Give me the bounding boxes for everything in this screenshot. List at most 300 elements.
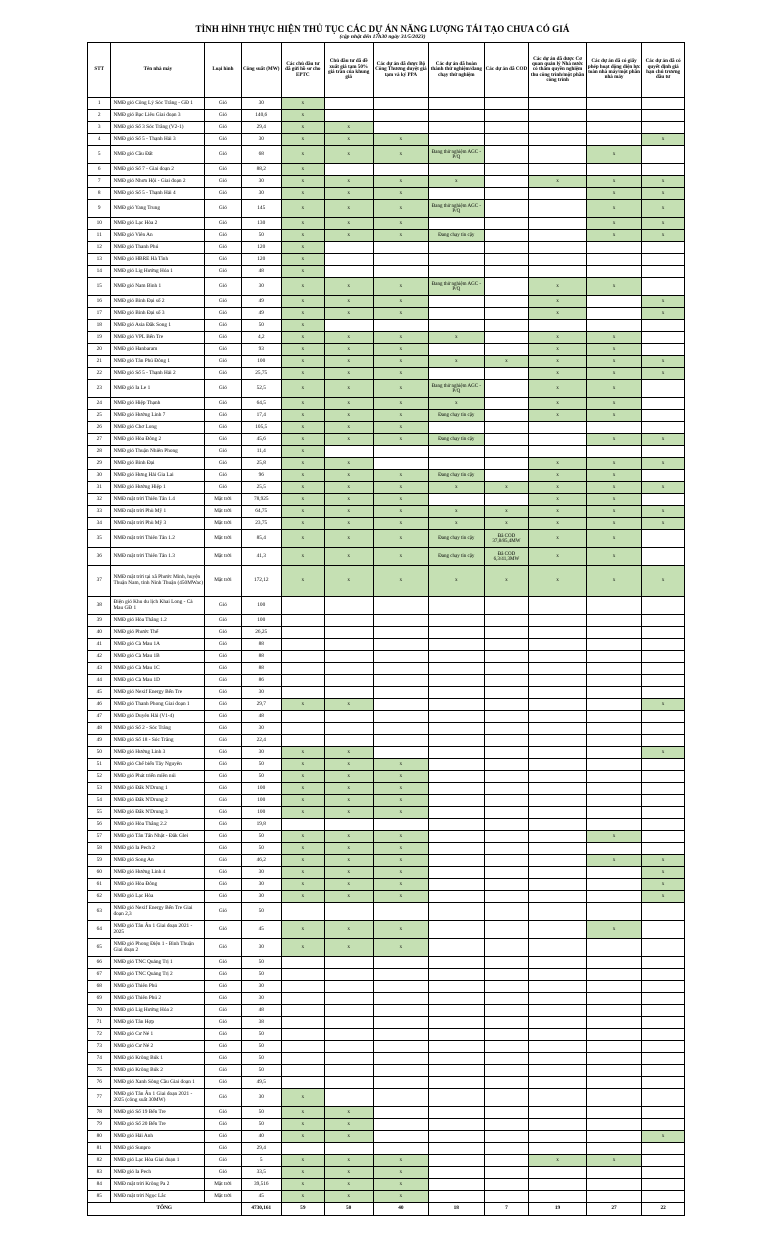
status-cell — [642, 254, 685, 266]
stt-cell: 71 — [88, 1017, 111, 1029]
status-cell: x — [529, 518, 587, 530]
status-cell — [484, 1107, 529, 1119]
status-cell: x — [324, 176, 373, 188]
table-row — [88, 921, 685, 939]
status-cell — [529, 663, 587, 675]
status-cell — [642, 1029, 685, 1041]
status-cell: x — [586, 831, 641, 843]
status-cell: x — [373, 398, 428, 410]
plant-name-cell: NMĐ gió Phát triển miền núi — [111, 771, 205, 783]
status-cell — [529, 993, 587, 1005]
total-c7: 27 — [586, 1203, 641, 1216]
status-cell — [373, 1029, 428, 1041]
status-cell — [373, 993, 428, 1005]
status-cell — [373, 1131, 428, 1143]
type-cell: Gió — [205, 122, 241, 134]
plant-name-cell: NMĐ gió Hướng Linh 4 — [111, 867, 205, 879]
status-cell: x — [373, 1191, 428, 1203]
status-cell: x — [324, 699, 373, 711]
status-cell — [529, 687, 587, 699]
type-cell: Gió — [205, 368, 241, 380]
header-cod: Các dự án đã COD — [484, 43, 529, 98]
status-cell — [429, 639, 484, 651]
stt-cell: 73 — [88, 1041, 111, 1053]
stt-cell: 41 — [88, 639, 111, 651]
table-row — [88, 446, 685, 458]
status-cell: x — [324, 747, 373, 759]
table-row — [88, 819, 685, 831]
status-cell — [529, 146, 587, 164]
status-cell: x — [642, 458, 685, 470]
plant-name-cell: NMĐ gió Hưng Hải Gia Lai — [111, 470, 205, 482]
status-cell — [429, 266, 484, 278]
stt-cell: 72 — [88, 1029, 111, 1041]
status-cell: x — [324, 518, 373, 530]
status-cell — [429, 711, 484, 723]
plant-name-cell: NMĐ gió Số 7 - Giai đoạn 2 — [111, 164, 205, 176]
status-cell: x — [529, 380, 587, 398]
plant-name-cell: NMĐ gió Hòa Thắng 1.2 — [111, 615, 205, 627]
type-cell: Gió — [205, 380, 241, 398]
table-row — [88, 639, 685, 651]
status-cell — [429, 783, 484, 795]
status-cell: x — [373, 1179, 428, 1191]
type-cell: Gió — [205, 819, 241, 831]
status-cell — [429, 188, 484, 200]
status-cell: x — [484, 518, 529, 530]
plant-name-cell: NMĐ gió Nexif Energy Bến Tre Giai đoạn 2,3 — [111, 903, 205, 921]
status-cell: x — [282, 356, 325, 368]
stt-cell: 19 — [88, 332, 111, 344]
status-cell: x — [642, 518, 685, 530]
status-cell — [429, 458, 484, 470]
status-cell — [586, 1017, 641, 1029]
capacity-cell: 50 — [241, 759, 282, 771]
plant-name-cell: NMĐ gió Lig Hướng Hóa 1 — [111, 266, 205, 278]
table-row — [88, 1191, 685, 1203]
capacity-cell: 86 — [241, 675, 282, 687]
status-cell — [484, 458, 529, 470]
stt-cell: 55 — [88, 807, 111, 819]
status-cell: x — [373, 783, 428, 795]
stt-cell: 70 — [88, 1005, 111, 1017]
status-cell: x — [373, 843, 428, 855]
table-row — [88, 242, 685, 254]
status-cell — [429, 1155, 484, 1167]
status-cell — [373, 663, 428, 675]
status-cell: x — [373, 855, 428, 867]
status-cell — [324, 735, 373, 747]
total-c3: 40 — [373, 1203, 428, 1216]
capacity-cell: 29,7 — [241, 699, 282, 711]
header-name: Tên nhà máy — [111, 43, 205, 98]
table-row — [88, 1155, 685, 1167]
stt-cell: 23 — [88, 380, 111, 398]
table-row — [88, 344, 685, 356]
plant-name-cell: NMĐ gió Cà Mau 1C — [111, 663, 205, 675]
capacity-cell: 30 — [241, 747, 282, 759]
plant-name-cell: NMĐ gió Số 5 - Thạnh Hải 4 — [111, 188, 205, 200]
table-row — [88, 831, 685, 843]
status-cell: Đang chạy tin cậy — [429, 470, 484, 482]
capacity-cell: 120 — [241, 242, 282, 254]
status-cell — [529, 122, 587, 134]
type-cell: Gió — [205, 771, 241, 783]
status-cell — [642, 1053, 685, 1065]
status-cell — [282, 675, 325, 687]
plant-name-cell: NMĐ mặt trời Thiên Tân 1.2 — [111, 530, 205, 548]
header-acceptance: Các dự án đã được Cơ quan quản lý Nhà nước có thẩm quyền nghiệm thu công trình/một phần công trình — [529, 43, 587, 98]
status-cell — [586, 446, 641, 458]
capacity-cell: 30 — [241, 939, 282, 957]
table-row — [88, 891, 685, 903]
status-cell — [529, 1053, 587, 1065]
table-row — [88, 969, 685, 981]
type-cell: Gió — [205, 332, 241, 344]
capacity-cell: 30 — [241, 176, 282, 188]
type-cell: Mặt trời — [205, 548, 241, 566]
table-row — [88, 1053, 685, 1065]
status-cell: x — [429, 482, 484, 494]
status-cell — [642, 687, 685, 699]
plant-name-cell: NMĐ gió Ia Pech 2 — [111, 843, 205, 855]
type-cell: Mặt trời — [205, 518, 241, 530]
status-cell — [529, 921, 587, 939]
status-cell — [429, 981, 484, 993]
status-cell — [429, 723, 484, 735]
status-cell: x — [642, 308, 685, 320]
stt-cell: 37 — [88, 566, 111, 597]
type-cell: Gió — [205, 1005, 241, 1017]
status-cell — [324, 1065, 373, 1077]
status-cell — [324, 711, 373, 723]
table-row — [88, 470, 685, 482]
type-cell: Gió — [205, 296, 241, 308]
status-cell — [642, 422, 685, 434]
status-cell: x — [429, 518, 484, 530]
type-cell: Gió — [205, 278, 241, 296]
status-cell — [586, 1053, 641, 1065]
status-cell — [642, 446, 685, 458]
status-cell — [373, 98, 428, 110]
status-cell — [642, 1041, 685, 1053]
stt-cell: 69 — [88, 993, 111, 1005]
status-cell — [586, 1131, 641, 1143]
status-cell — [586, 164, 641, 176]
status-cell — [529, 1107, 587, 1119]
status-cell — [529, 98, 587, 110]
status-cell — [586, 1179, 641, 1191]
status-cell — [373, 242, 428, 254]
status-cell — [529, 615, 587, 627]
header-row — [88, 43, 685, 98]
status-cell — [484, 122, 529, 134]
capacity-cell: 39,516 — [241, 1179, 282, 1191]
status-cell: x — [324, 1119, 373, 1131]
status-cell: x — [324, 134, 373, 146]
status-cell — [282, 663, 325, 675]
status-cell — [586, 98, 641, 110]
status-cell — [484, 993, 529, 1005]
status-cell — [484, 368, 529, 380]
status-cell: x — [282, 699, 325, 711]
table-row — [88, 146, 685, 164]
stt-cell: 45 — [88, 687, 111, 699]
plant-name-cell: NMĐ gió Cà Mau 1D — [111, 675, 205, 687]
status-cell — [484, 218, 529, 230]
status-cell — [586, 1077, 641, 1089]
status-cell: x — [324, 482, 373, 494]
stt-cell: 5 — [88, 146, 111, 164]
status-cell — [529, 957, 587, 969]
stt-cell: 43 — [88, 663, 111, 675]
plant-name-cell: NMĐ gió Yang Trung — [111, 200, 205, 218]
status-cell — [484, 1155, 529, 1167]
plant-name-cell: NMĐ gió Thuận Nhiên Phong — [111, 446, 205, 458]
type-cell: Gió — [205, 867, 241, 879]
status-cell — [324, 651, 373, 663]
header-proposed-price: Chủ đầu tư đã đề xuất giá tạm 50% giá trần của khung giá — [324, 43, 373, 98]
status-cell — [484, 771, 529, 783]
status-cell: x — [324, 308, 373, 320]
status-cell — [484, 855, 529, 867]
status-cell — [529, 1017, 587, 1029]
status-cell: x — [324, 506, 373, 518]
status-cell: x — [373, 188, 428, 200]
type-cell: Gió — [205, 218, 241, 230]
status-cell: x — [282, 434, 325, 446]
projects-table — [87, 42, 685, 1216]
total-c1: 59 — [282, 1203, 325, 1216]
status-cell — [484, 344, 529, 356]
stt-cell: 49 — [88, 735, 111, 747]
stt-cell: 3 — [88, 122, 111, 134]
type-cell: Gió — [205, 855, 241, 867]
status-cell: x — [586, 230, 641, 242]
stt-cell: 57 — [88, 831, 111, 843]
status-cell — [529, 242, 587, 254]
stt-cell: 31 — [88, 482, 111, 494]
type-cell: Gió — [205, 663, 241, 675]
stt-cell: 18 — [88, 320, 111, 332]
status-cell — [642, 807, 685, 819]
stt-cell: 2 — [88, 110, 111, 122]
status-cell — [282, 1077, 325, 1089]
status-cell: x — [529, 176, 587, 188]
status-cell: x — [373, 530, 428, 548]
plant-name-cell: NMĐ gió Tân Tấn Nhật - Đăk Glei — [111, 831, 205, 843]
status-cell — [484, 747, 529, 759]
capacity-cell: 30 — [241, 98, 282, 110]
plant-name-cell: NMĐ gió Tân Hợp — [111, 1017, 205, 1029]
type-cell: Gió — [205, 422, 241, 434]
table-row — [88, 434, 685, 446]
type-cell: Gió — [205, 627, 241, 639]
status-cell: x — [529, 530, 587, 548]
status-cell: x — [282, 1155, 325, 1167]
capacity-cell: 88 — [241, 639, 282, 651]
status-cell — [324, 242, 373, 254]
status-cell — [373, 687, 428, 699]
status-cell — [429, 1119, 484, 1131]
type-cell: Gió — [205, 615, 241, 627]
table-row — [88, 218, 685, 230]
stt-cell: 67 — [88, 969, 111, 981]
status-cell: x — [282, 759, 325, 771]
status-cell — [429, 747, 484, 759]
status-cell — [586, 879, 641, 891]
status-cell — [484, 1167, 529, 1179]
status-cell — [324, 993, 373, 1005]
capacity-cell: 49,5 — [241, 1077, 282, 1089]
status-cell — [484, 1053, 529, 1065]
stt-cell: 25 — [88, 410, 111, 422]
status-cell — [642, 110, 685, 122]
status-cell: x — [282, 548, 325, 566]
plant-name-cell: NMĐ gió Hải Anh — [111, 1131, 205, 1143]
capacity-cell: 30 — [241, 134, 282, 146]
stt-cell: 33 — [88, 506, 111, 518]
plant-name-cell: NMĐ gió Ia Le 1 — [111, 380, 205, 398]
plant-name-cell: NMĐ gió Cà Mau 1B — [111, 651, 205, 663]
capacity-cell: 25,8 — [241, 458, 282, 470]
status-cell: x — [324, 458, 373, 470]
status-cell: x — [282, 1107, 325, 1119]
capacity-cell: 5 — [241, 1155, 282, 1167]
table-row — [88, 1017, 685, 1029]
status-cell — [586, 110, 641, 122]
status-cell — [282, 1053, 325, 1065]
table-row — [88, 254, 685, 266]
status-cell — [373, 110, 428, 122]
status-cell — [529, 1029, 587, 1041]
capacity-cell: 50 — [241, 1107, 282, 1119]
stt-cell: 10 — [88, 218, 111, 230]
capacity-cell: 38 — [241, 1017, 282, 1029]
status-cell: x — [586, 518, 641, 530]
type-cell: Mặt trời — [205, 506, 241, 518]
type-cell: Mặt trời — [205, 1191, 241, 1203]
table-row — [88, 663, 685, 675]
capacity-cell: 46,2 — [241, 855, 282, 867]
status-cell: x — [373, 308, 428, 320]
status-cell: x — [324, 807, 373, 819]
stt-cell: 54 — [88, 795, 111, 807]
status-cell — [324, 597, 373, 615]
table-row — [88, 1131, 685, 1143]
status-cell: x — [373, 434, 428, 446]
status-cell — [484, 1005, 529, 1017]
table-row — [88, 843, 685, 855]
status-cell: x — [373, 795, 428, 807]
status-cell — [529, 1131, 587, 1143]
type-cell: Gió — [205, 200, 241, 218]
type-cell: Gió — [205, 176, 241, 188]
status-cell — [529, 597, 587, 615]
stt-cell: 16 — [88, 296, 111, 308]
table-row — [88, 879, 685, 891]
capacity-cell: 29,4 — [241, 122, 282, 134]
table-row — [88, 164, 685, 176]
status-cell: x — [282, 218, 325, 230]
status-cell: x — [282, 482, 325, 494]
status-cell: x — [373, 494, 428, 506]
stt-cell: 26 — [88, 422, 111, 434]
status-cell — [373, 819, 428, 831]
type-cell: Mặt trời — [205, 566, 241, 597]
status-cell — [324, 446, 373, 458]
status-cell — [373, 675, 428, 687]
status-cell: x — [529, 548, 587, 566]
status-cell — [429, 422, 484, 434]
status-cell: x — [282, 242, 325, 254]
status-cell — [429, 1089, 484, 1107]
status-cell — [429, 98, 484, 110]
status-cell — [484, 687, 529, 699]
status-cell — [484, 1029, 529, 1041]
plant-name-cell: NMĐ gió Thiên Phú 2 — [111, 993, 205, 1005]
status-cell — [642, 344, 685, 356]
plant-name-cell: NMĐ gió TNC Quảng Trị 1 — [111, 957, 205, 969]
status-cell — [586, 771, 641, 783]
type-cell: Gió — [205, 981, 241, 993]
status-cell: x — [586, 921, 641, 939]
status-cell — [429, 134, 484, 146]
status-cell: x — [642, 296, 685, 308]
status-cell — [642, 1107, 685, 1119]
status-cell — [373, 639, 428, 651]
status-cell: x — [529, 566, 587, 597]
capacity-cell: 50 — [241, 230, 282, 242]
status-cell — [586, 759, 641, 771]
capacity-cell: 68 — [241, 146, 282, 164]
table-row — [88, 759, 685, 771]
status-cell: x — [642, 434, 685, 446]
status-cell — [642, 1155, 685, 1167]
status-cell: x — [282, 110, 325, 122]
stt-cell: 39 — [88, 615, 111, 627]
capacity-cell: 50 — [241, 1041, 282, 1053]
status-cell: x — [529, 356, 587, 368]
status-cell — [429, 651, 484, 663]
capacity-cell: 30 — [241, 879, 282, 891]
status-cell — [484, 1143, 529, 1155]
table-row — [88, 1041, 685, 1053]
type-cell: Gió — [205, 969, 241, 981]
status-cell: x — [324, 122, 373, 134]
status-cell: x — [282, 230, 325, 242]
capacity-cell: 50 — [241, 1029, 282, 1041]
capacity-cell: 50 — [241, 1053, 282, 1065]
capacity-cell: 25,75 — [241, 368, 282, 380]
status-cell: x — [373, 332, 428, 344]
type-cell: Gió — [205, 723, 241, 735]
document-subtitle: (cập nhật đến 17h30 ngày 31/5/2023) — [339, 34, 426, 40]
stt-cell: 36 — [88, 548, 111, 566]
stt-cell: 82 — [88, 1155, 111, 1167]
status-cell — [642, 1017, 685, 1029]
status-cell: x — [429, 398, 484, 410]
status-cell — [484, 434, 529, 446]
plant-name-cell: NMĐ gió Song An — [111, 855, 205, 867]
plant-name-cell: NMĐ gió Hiệp Thạnh — [111, 398, 205, 410]
status-cell — [373, 1041, 428, 1053]
plant-name-cell: Điện gió Khu du lịch Khai Long - Cà Mau GĐ 1 — [111, 597, 205, 615]
capacity-cell: 30 — [241, 981, 282, 993]
status-cell: x — [282, 1089, 325, 1107]
status-cell — [282, 723, 325, 735]
type-cell: Gió — [205, 903, 241, 921]
